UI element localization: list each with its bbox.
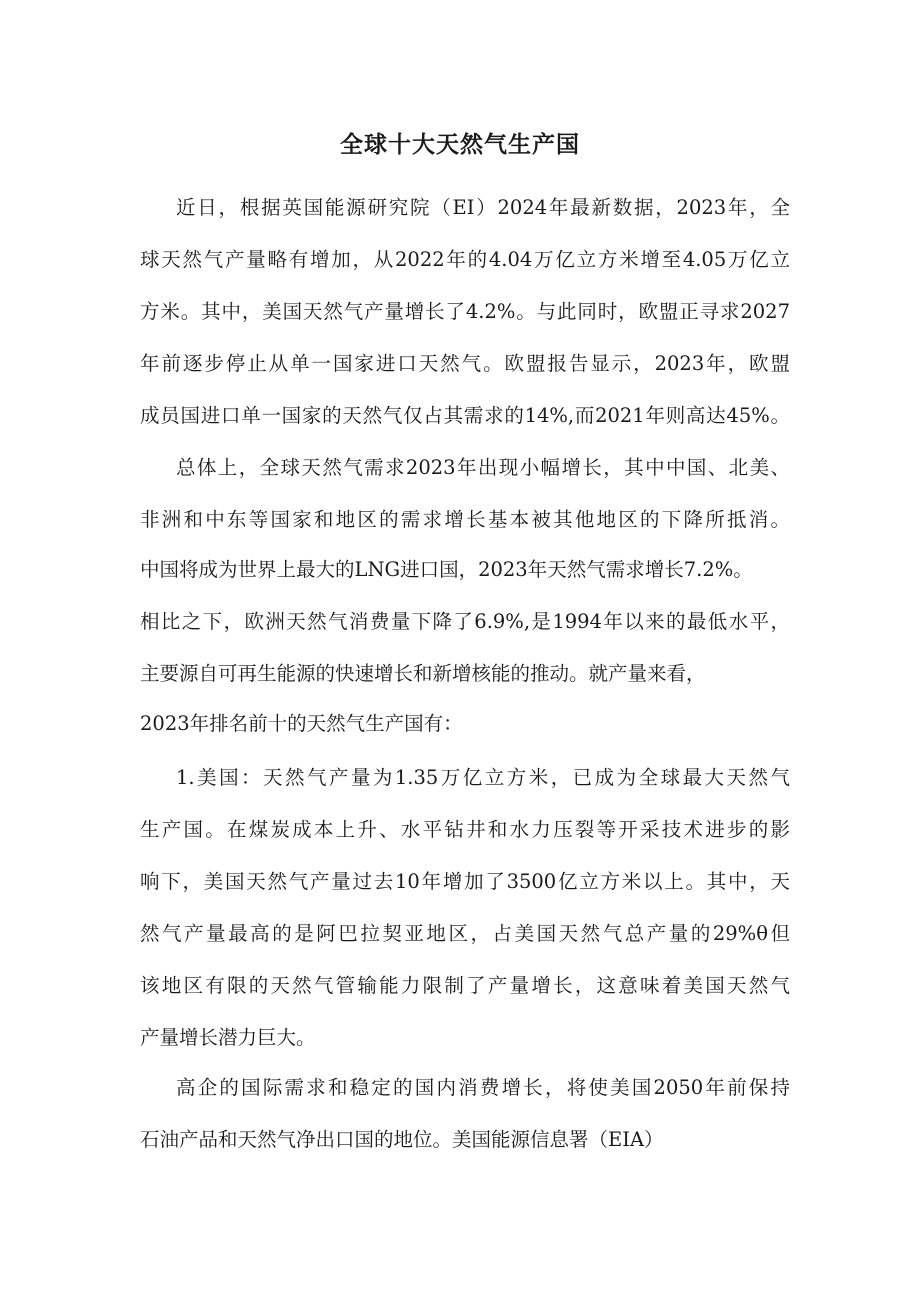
text-line: 近日，根据英国能源研究院（EI）2024年最新数据，2023年，全 bbox=[176, 196, 790, 219]
text-line: 产量增长潜力巨大。 bbox=[140, 1026, 316, 1049]
text-line: 石油产品和天然气净出口国的地位。美国能源信息署（EIA） bbox=[140, 1128, 664, 1151]
text-line: 生产国。在煤炭成本上升、水平钻井和水力压裂等开采技术进步的影 bbox=[140, 818, 790, 841]
text-line: 方米。其中，美国天然气产量增长了4.2%。与此同时，欧盟正寻求2027 bbox=[140, 300, 790, 323]
paragraph bbox=[140, 452, 790, 740]
text-line: 高企的国际需求和稳定的国内消费增长，将使美国2050年前保持 bbox=[176, 1076, 790, 1099]
text-line: 2023年排名前十的天然气生产国有： bbox=[140, 712, 463, 735]
text-line: 相比之下，欧洲天然气消费量下降了6.9%,是1994年以来的最低水平， bbox=[140, 610, 790, 633]
text-line: 球天然气产量略有增加，从2022年的4.04万亿立方米增至4.05万亿立 bbox=[140, 248, 790, 271]
paragraph bbox=[140, 1072, 790, 1156]
page-title: 全球十大天然气生产国 bbox=[340, 132, 580, 158]
text-line: 年前逐步停止从单一国家进口天然气。欧盟报告显示，2023年，欧盟 bbox=[140, 352, 790, 375]
text-line: 然气产量最高的是阿巴拉契亚地区，占美国天然气总产量的29%θ但 bbox=[140, 922, 790, 945]
text-line: 1.美国：天然气产量为1.35万亿立方米，已成为全球最大天然气 bbox=[176, 766, 790, 789]
text-line: 成员国进口单一国家的天然气仅占其需求的14%,而2021年则高达45%。 bbox=[140, 404, 790, 427]
text-line: 该地区有限的天然气管输能力限制了产量增长，这意味着美国天然气 bbox=[140, 974, 790, 997]
paragraph bbox=[140, 192, 790, 432]
text-line: 总体上，全球天然气需求2023年出现小幅增长，其中中国、北美、 bbox=[176, 456, 790, 479]
text-line: 非洲和中东等国家和地区的需求增长基本被其他地区的下降所抵消。 bbox=[140, 508, 790, 531]
text-line: 响下，美国天然气产量过去10年增加了3500亿立方米以上。其中，天 bbox=[140, 870, 790, 893]
text-line: 中国将成为世界上最大的LNG进口国，2023年天然气需求增长7.2%。 bbox=[140, 558, 753, 581]
paragraph bbox=[140, 762, 790, 1054]
text-line: 主要源自可再生能源的快速增长和新增核能的推动。就产量来看， bbox=[140, 662, 706, 685]
